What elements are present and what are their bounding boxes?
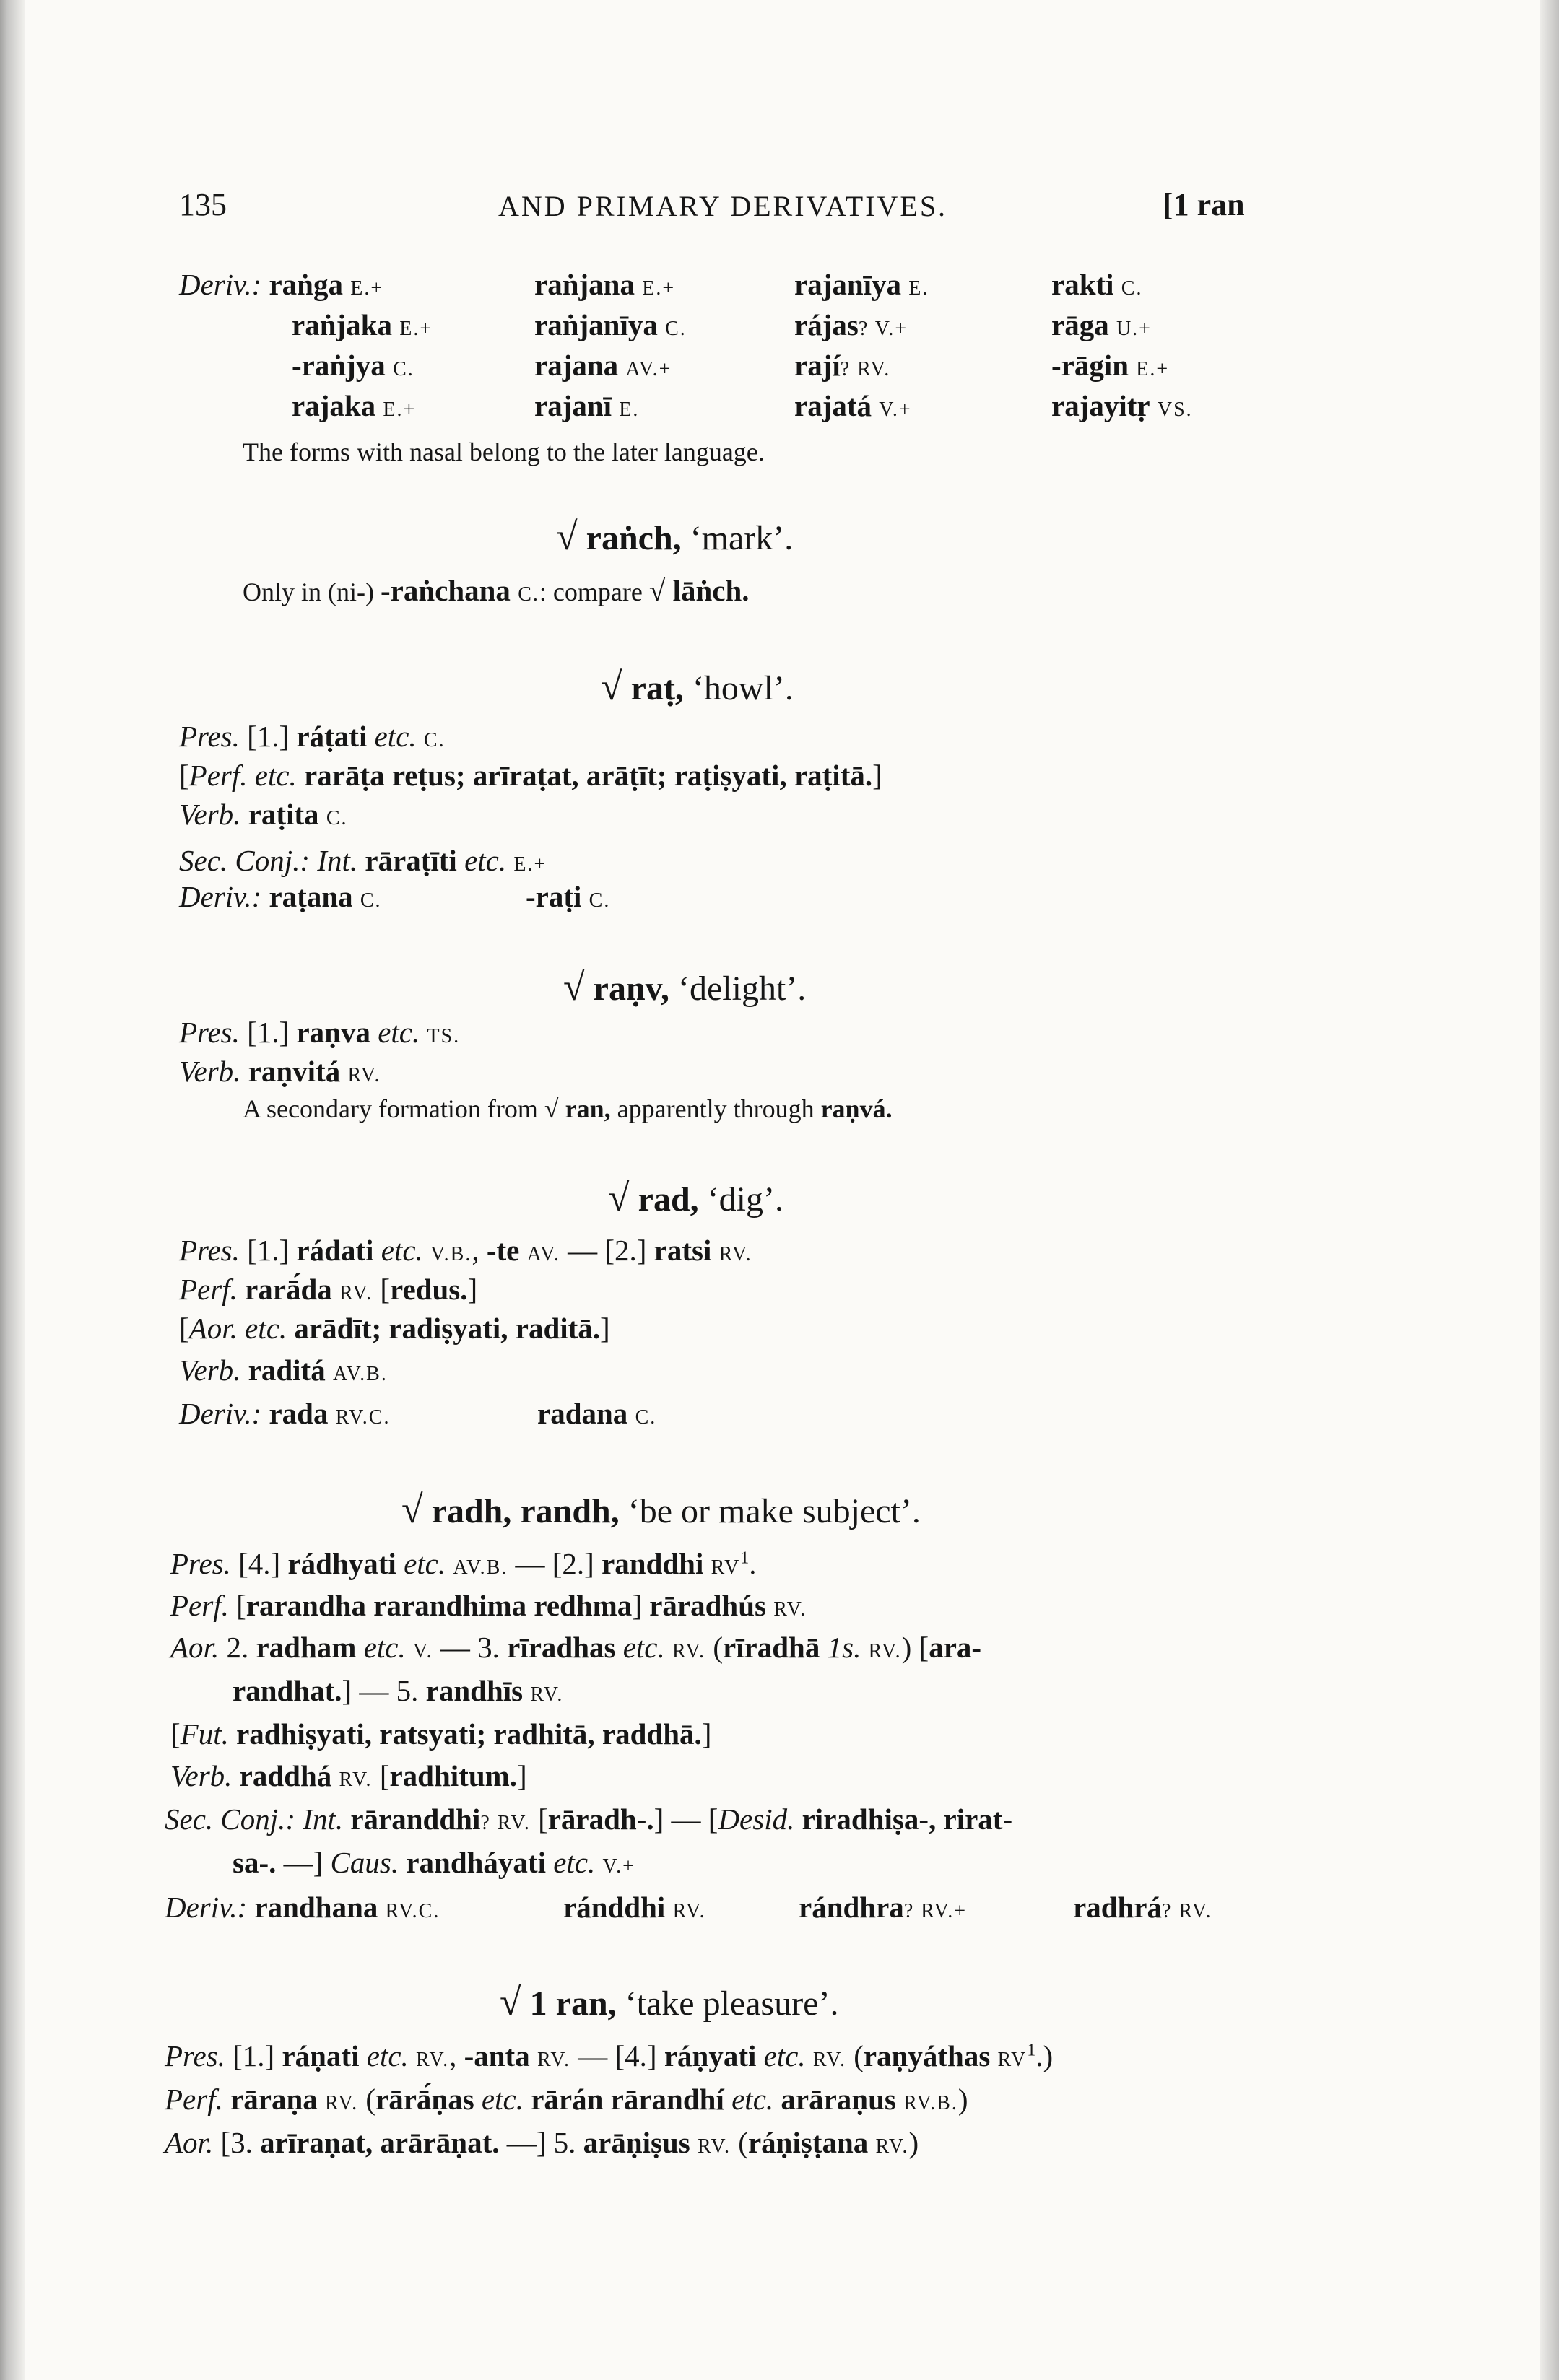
text-segment: (: [846, 2039, 864, 2072]
text-segment: rajayitṛ: [1051, 389, 1158, 422]
text-segment: rārán rārandhí: [531, 2083, 732, 2116]
running-title: AND PRIMARY DERIVATIVES.: [498, 190, 948, 222]
text-segment: apparently through: [610, 1094, 821, 1123]
text-segment: C.: [665, 318, 687, 340]
text-segment: ráṇati: [282, 2039, 367, 2072]
text-segment: ]: [632, 1589, 650, 1622]
text-segment: V.B.: [430, 1243, 472, 1265]
root-word: 1 ran,: [529, 1984, 617, 2023]
form-line: [179, 1018, 460, 1047]
root-word: radh, randh,: [431, 1492, 620, 1530]
text-segment: E.: [619, 398, 640, 421]
radical-sign-icon: √: [601, 665, 622, 708]
deriv-item: [534, 391, 639, 421]
text-segment: RV.: [530, 1683, 564, 1706]
text-segment: radhiṣyati, ratsyati; radhitā, raddhā.: [236, 1717, 702, 1751]
text-segment: randhana: [254, 1891, 386, 1924]
form-line: [179, 722, 446, 751]
deriv-item: [794, 310, 908, 340]
radical-sign-icon: √: [500, 1980, 521, 2023]
text-segment: [1.]: [247, 720, 297, 753]
form-line: [165, 2041, 1053, 2071]
text-segment: arāraṇus: [781, 2083, 904, 2116]
text-segment: Pres.: [170, 1547, 239, 1580]
root-gloss: ‘be or make subject’.: [619, 1492, 921, 1530]
text-segment: RV.: [812, 2049, 846, 2071]
text-segment: randhīs: [425, 1674, 531, 1707]
root-gloss: ‘take pleasure’.: [616, 1984, 839, 2023]
form-line-continued: [233, 1848, 635, 1878]
root-heading: [500, 1982, 838, 2021]
text-segment: C.: [518, 583, 539, 606]
text-segment: raṭana: [269, 880, 360, 913]
text-segment: Pres.: [179, 720, 248, 753]
text-segment: raṇva: [296, 1016, 378, 1049]
text-segment: RV.C.: [335, 1406, 391, 1429]
text-segment: etc.: [363, 1631, 413, 1664]
text-segment: RV.C.: [385, 1900, 440, 1922]
text-segment: radhitum.: [389, 1759, 518, 1792]
text-segment: rārā́ṇas: [375, 2083, 482, 2116]
deriv-item: [794, 270, 929, 300]
text-segment: RV.: [773, 1598, 807, 1621]
text-segment: arādīt; radiṣyati, raditā.: [294, 1312, 601, 1345]
root-word: raṅch,: [586, 519, 682, 557]
text-segment: raṅjaka: [292, 308, 400, 341]
text-segment: E.+: [399, 318, 433, 340]
text-segment: E.+: [1136, 358, 1170, 380]
deriv-item: [1051, 351, 1169, 380]
text-segment: rádhyati: [287, 1547, 404, 1580]
text-segment: radham: [256, 1631, 364, 1664]
deriv-item: [534, 310, 687, 340]
text-segment: ]: [517, 1759, 527, 1792]
text-segment: rīradhā: [722, 1631, 828, 1664]
form-line-continued: [233, 1676, 563, 1706]
root-gloss: ‘howl’.: [683, 669, 794, 707]
text-segment: RV.: [868, 1640, 902, 1662]
deriv-line: [179, 270, 383, 300]
text-segment: E.+: [350, 277, 384, 300]
root-word: raṇv,: [593, 969, 669, 1008]
text-segment: ? V.+: [858, 318, 908, 340]
text-segment: raditá: [248, 1354, 333, 1387]
text-segment: ránddhi: [563, 1891, 673, 1924]
text-segment: Desid.: [718, 1803, 802, 1836]
text-segment: rajaka: [292, 389, 383, 422]
text-segment: AV.B.: [453, 1556, 508, 1579]
text-segment: rájas: [794, 308, 859, 341]
text-segment: raṇvá.: [820, 1094, 893, 1123]
text-segment: Sec. Conj.: Int.: [165, 1803, 351, 1836]
text-segment: —]: [276, 1846, 331, 1879]
form-line: [165, 2128, 919, 2158]
text-segment: rarandha rarandhima redhma: [246, 1589, 633, 1622]
text-segment: U.+: [1116, 318, 1152, 340]
text-segment: ,: [449, 2039, 464, 2072]
text-segment: —] 5.: [499, 2126, 583, 2159]
text-segment: C.: [393, 358, 414, 380]
deriv-item: [794, 391, 912, 421]
form-line: [179, 1399, 390, 1429]
text-segment: ] — [: [653, 1803, 718, 1836]
text-segment: Perf. etc.: [188, 759, 305, 792]
text-segment: raṭita: [248, 798, 326, 831]
text-segment: arāṇiṣus: [583, 2126, 698, 2159]
text-segment: C.: [423, 729, 446, 751]
text-segment: ráṇiṣṭana: [747, 2126, 876, 2159]
text-segment: rāga: [1051, 308, 1116, 341]
text-segment: randdhi: [602, 1547, 711, 1580]
form-line: [179, 1057, 381, 1086]
text-segment: Verb.: [179, 798, 248, 831]
text-segment: raṅjana: [534, 268, 643, 301]
root-gloss: ‘delight’.: [669, 969, 807, 1008]
text-segment: rāranddhi: [350, 1803, 481, 1836]
text-segment: etc.: [763, 2039, 813, 2072]
form-line: [179, 1236, 752, 1265]
text-segment: ) [: [901, 1631, 929, 1664]
text-segment: RV.: [672, 1900, 706, 1922]
text-segment: C.: [1121, 277, 1143, 300]
text-segment: raṅga: [269, 268, 351, 301]
text-segment: rándhra: [799, 1891, 904, 1924]
text-segment: -rāgin: [1051, 349, 1137, 382]
deriv-item: [526, 882, 610, 912]
text-segment: Fut.: [180, 1717, 237, 1751]
text-segment: C.: [360, 889, 382, 912]
text-segment: AV.B.: [332, 1363, 388, 1385]
deriv-item: [537, 1399, 656, 1429]
text-segment: ]: [701, 1717, 712, 1751]
text-segment: √: [648, 574, 673, 607]
text-segment: RV.: [339, 1769, 373, 1791]
form-line: [170, 1761, 527, 1791]
text-segment: The forms with nasal belong to the later language.: [243, 437, 765, 466]
text-segment: etc.: [378, 1016, 427, 1049]
text-segment: Verb.: [179, 1055, 248, 1088]
text-segment: — [2.]: [508, 1547, 602, 1580]
text-segment: etc.: [404, 1547, 453, 1580]
deriv-item: [1073, 1893, 1212, 1922]
text-segment: rajatá: [794, 389, 880, 422]
text-segment: ráṭati: [296, 720, 375, 753]
text-segment: ráṇyati: [664, 2039, 764, 2072]
text-segment: 1s.: [827, 1631, 869, 1664]
text-segment: C.: [326, 807, 348, 829]
root-word: raṭ,: [630, 669, 684, 707]
text-segment: RV.: [697, 2135, 731, 2158]
text-segment: etc.: [374, 720, 424, 753]
text-segment: [: [179, 759, 189, 792]
text-segment: Sec. Conj.: Int.: [179, 844, 365, 877]
text-segment: raṇyáthas: [863, 2039, 998, 2072]
text-segment: Aor.: [170, 1631, 227, 1664]
text-segment: rají: [794, 349, 841, 382]
text-segment: RV.: [339, 1282, 373, 1304]
deriv-item: [794, 351, 890, 380]
text-segment: Perf.: [170, 1589, 237, 1622]
text-segment: RV.B.: [903, 2092, 958, 2114]
page-edge-shadow-right: [1540, 0, 1559, 2380]
deriv-item: [292, 351, 414, 380]
text-segment: ]: [872, 759, 882, 792]
note-line: [243, 576, 750, 606]
text-segment: : compare: [539, 577, 649, 606]
text-segment: etc.: [481, 2083, 531, 2116]
text-segment: C.: [589, 889, 611, 912]
text-segment: Pres.: [179, 1016, 248, 1049]
text-segment: AV.+: [625, 358, 672, 380]
text-segment: lāṅch.: [672, 574, 750, 607]
text-segment: Verb.: [170, 1759, 240, 1792]
text-segment: rakti: [1051, 268, 1121, 301]
text-segment: (: [358, 2083, 375, 2116]
text-segment: .: [749, 1547, 757, 1580]
text-segment: rāradh-.: [547, 1803, 654, 1836]
text-segment: raṅjanīya: [534, 308, 666, 341]
text-segment: rajanīya: [794, 268, 909, 301]
text-segment: -raṅchana: [380, 574, 518, 607]
text-segment: √: [544, 1094, 565, 1123]
deriv-item: [534, 351, 672, 380]
text-segment: Verb.: [179, 1354, 248, 1387]
text-segment: rádati: [296, 1234, 381, 1267]
root-gloss: ‘mark’.: [681, 519, 794, 557]
deriv-item: [534, 270, 675, 300]
form-line: [179, 761, 882, 790]
text-segment: etc.: [553, 1846, 603, 1879]
text-segment: rajana: [534, 349, 626, 382]
text-segment: Pres.: [179, 1234, 248, 1267]
form-line: [179, 1275, 477, 1304]
text-segment: riradhiṣa-, rirat-: [802, 1803, 1013, 1836]
text-segment: ]: [600, 1312, 610, 1345]
section-marker: [1 ran: [1163, 187, 1245, 222]
text-segment: ]: [467, 1273, 478, 1306]
text-segment: AV.: [526, 1243, 560, 1265]
form-line: [165, 1805, 1012, 1834]
text-segment: -raṭi: [526, 880, 589, 913]
root-word: rad,: [638, 1180, 699, 1219]
text-segment: — [2.]: [560, 1234, 654, 1267]
text-segment: [: [372, 1759, 390, 1792]
text-segment: V.+: [602, 1855, 635, 1878]
root-heading: [608, 1178, 783, 1217]
text-segment: raddhá: [239, 1759, 339, 1792]
text-segment: Deriv.:: [165, 1891, 255, 1924]
radical-sign-icon: √: [556, 515, 578, 558]
text-segment: Perf.: [179, 1273, 246, 1306]
text-segment: RV.: [416, 2049, 450, 2071]
page-edge-shadow-left: [0, 0, 25, 2380]
text-segment: [: [530, 1803, 548, 1836]
text-segment: radhrá: [1073, 1891, 1162, 1924]
root-heading: [601, 667, 794, 706]
text-segment: ran,: [565, 1094, 611, 1123]
form-line: [179, 1356, 388, 1385]
text-segment: 1: [1027, 2041, 1036, 2060]
text-segment: rarā́da: [245, 1273, 340, 1306]
text-segment: [: [373, 1273, 390, 1306]
text-segment: etc.: [381, 1234, 431, 1267]
text-segment: 2.: [226, 1631, 256, 1664]
text-segment: Pres.: [165, 2039, 233, 2072]
text-segment: ? RV.: [480, 1812, 531, 1834]
text-segment: (: [731, 2126, 748, 2159]
text-segment: Aor. etc.: [188, 1312, 295, 1345]
text-segment: RV.: [718, 1243, 752, 1265]
text-segment: V.: [412, 1640, 433, 1662]
text-segment: RV.: [537, 2049, 570, 2071]
text-segment: RV.: [672, 1640, 706, 1662]
text-segment: RV: [997, 2049, 1028, 2071]
text-segment: etc.: [731, 2083, 781, 2116]
note-line: [243, 1096, 893, 1122]
text-segment: randháyati: [406, 1846, 554, 1879]
text-segment: etc.: [622, 1631, 673, 1664]
text-segment: rāraṭīti: [365, 844, 465, 877]
text-segment: Deriv.:: [179, 880, 269, 913]
text-segment: E.+: [383, 398, 417, 421]
text-segment: Aor.: [165, 2126, 221, 2159]
text-segment: rarāṭa reṭus; arīraṭat, arāṭīt; raṭiṣyati, raṭitā.: [304, 759, 873, 792]
form-line: [179, 846, 547, 876]
form-line: [179, 800, 348, 829]
text-segment: — [4.]: [570, 2039, 664, 2072]
text-segment: redus.: [390, 1273, 468, 1306]
form-line: [179, 882, 382, 912]
radical-sign-icon: √: [401, 1488, 423, 1531]
form-line: [170, 1591, 807, 1621]
text-segment: Caus.: [330, 1846, 407, 1879]
text-segment: rada: [269, 1397, 336, 1430]
root-heading: [401, 1490, 921, 1529]
text-segment: Perf.: [165, 2083, 231, 2116]
text-segment: radana: [537, 1397, 635, 1430]
text-segment: arīraṇat, arārāṇat.: [260, 2126, 500, 2159]
text-segment: ,: [472, 1234, 487, 1267]
text-segment: E.: [908, 277, 929, 300]
text-segment: A secondary formation from: [243, 1094, 544, 1123]
text-segment: VS.: [1157, 398, 1193, 421]
text-segment: sa-.: [233, 1846, 277, 1879]
text-segment: randhat.: [233, 1674, 342, 1707]
text-segment: RV.: [347, 1064, 381, 1086]
text-segment: E.+: [513, 853, 547, 876]
text-segment: .): [1035, 2039, 1054, 2072]
deriv-item: [563, 1893, 706, 1922]
form-line: [170, 1719, 711, 1749]
page-number: 135: [179, 187, 227, 222]
text-segment: 1: [740, 1548, 750, 1568]
text-segment: ara-: [929, 1631, 982, 1664]
text-segment: etc.: [366, 2039, 417, 2072]
text-segment: [3.: [220, 2126, 261, 2159]
deriv-item: [292, 391, 416, 421]
radical-sign-icon: √: [608, 1176, 630, 1219]
text-segment: rāradhús: [649, 1589, 774, 1622]
text-segment: Deriv.:: [179, 268, 269, 301]
radical-sign-icon: √: [563, 965, 585, 1008]
text-segment: [: [170, 1717, 181, 1751]
text-segment: -anta: [464, 2039, 537, 2072]
text-segment: -raṅjya: [292, 349, 394, 382]
text-segment: RV: [711, 1556, 741, 1579]
text-segment: etc.: [464, 844, 514, 877]
text-segment: — 3.: [433, 1631, 508, 1664]
text-segment: rajanī: [534, 389, 620, 422]
text-segment: ? RV.+: [903, 1900, 968, 1922]
text-segment: raṇvitá: [248, 1055, 348, 1088]
form-line: [179, 1314, 610, 1343]
note-line: [243, 439, 765, 465]
root-gloss: ‘dig’.: [698, 1180, 783, 1219]
text-segment: [4.]: [238, 1547, 288, 1580]
text-segment: [1.]: [247, 1016, 297, 1049]
deriv-item: [799, 1893, 967, 1922]
root-heading: [556, 517, 793, 556]
text-segment: ratsi: [653, 1234, 719, 1267]
text-segment: RV.: [875, 2135, 909, 2158]
text-segment: ): [957, 2083, 968, 2116]
text-segment: V.+: [879, 398, 912, 421]
form-line: [170, 1633, 981, 1662]
form-line: [165, 1893, 440, 1922]
text-segment: [1.]: [233, 2039, 282, 2072]
deriv-item: [1051, 270, 1142, 300]
root-heading: [563, 967, 806, 1006]
text-segment: (: [705, 1631, 723, 1664]
text-segment: ? RV.: [840, 358, 891, 380]
text-segment: TS.: [427, 1025, 461, 1047]
text-segment: E.+: [642, 277, 676, 300]
text-segment: -te: [486, 1234, 527, 1267]
text-segment: ): [908, 2126, 919, 2159]
deriv-item: [292, 310, 433, 340]
text-segment: rāraṇa: [230, 2083, 326, 2116]
text-segment: C.: [635, 1406, 657, 1429]
text-segment: [1.]: [247, 1234, 297, 1267]
text-segment: ] — 5.: [342, 1674, 426, 1707]
form-line: [165, 2085, 968, 2114]
text-segment: Only in (ni-): [243, 577, 381, 606]
deriv-item: [1051, 391, 1193, 421]
text-segment: ? RV.: [1162, 1900, 1212, 1922]
text-segment: Deriv.:: [179, 1397, 269, 1430]
form-line: [170, 1549, 757, 1579]
text-segment: RV.: [325, 2092, 359, 2114]
text-segment: [: [179, 1312, 189, 1345]
text-segment: [: [236, 1589, 246, 1622]
deriv-item: [1051, 310, 1152, 340]
text-segment: rīradhas: [507, 1631, 623, 1664]
